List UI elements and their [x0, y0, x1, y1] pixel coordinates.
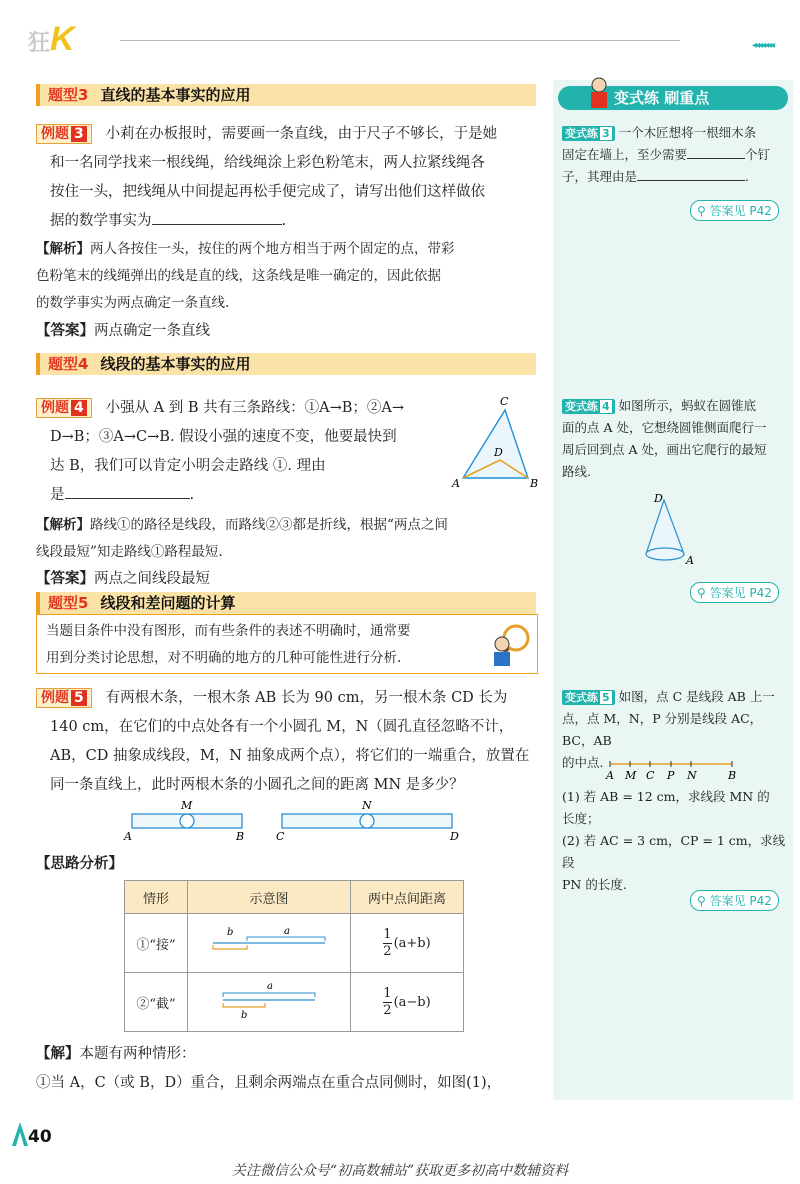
answer-ref-v5[interactable]: ⚲ 答案见 P42 [690, 890, 779, 911]
seg-label-m: M [625, 769, 637, 782]
ex5-solution-1: 本题有两种情形： [79, 1046, 196, 1062]
ex3-line4: 据的数学事实为 [50, 213, 152, 229]
fig4-label-a: A [452, 477, 460, 490]
table-row [125, 914, 464, 973]
v4-line2: 面的点 A 处，它想绕圆锥侧面爬行一 [562, 420, 767, 435]
ex3-analysis-3: 的数学事实为两点确定一条直线. [36, 295, 230, 311]
ex3-analysis-2: 色粉笔末的线绳弹出的线是直的线，这条线是唯一确定的，因此依据 [36, 268, 441, 284]
case-diagram [188, 914, 351, 973]
section-5-title: 线段和差问题的计算 [100, 594, 236, 612]
join-diagram [209, 923, 329, 959]
practice-mascot-icon [584, 76, 614, 110]
ex5-line4: 同一条直线上，此时两根木条的小圆孔之间的距离 MN 是多少？ [50, 777, 464, 793]
svg-text:b: b [241, 1010, 248, 1020]
variant-3: 变式练 3 一个木匠想将一根细木条 固定在墙上，至少需要 个钉 子，其理由是 . [562, 125, 771, 184]
fig5-label-b: B [236, 830, 245, 843]
header-arrows-icon: ◂◂◂◂◂◂◂ [752, 40, 774, 51]
case-distance: $\frac{1}{2}$ (a+b) [351, 914, 464, 973]
section-4-title: 线段的基本事实的应用 [100, 355, 251, 373]
fig5-label-n: N [362, 799, 372, 812]
v3-blank-count[interactable] [687, 144, 745, 159]
variant-4 [562, 395, 787, 483]
thinking-analysis-label: 【思路分析】 [36, 856, 123, 872]
v3-line3: 子，其理由是 [562, 169, 638, 184]
fig4-label-d: D [494, 446, 503, 459]
section-4-tag: 题型4 [48, 355, 89, 373]
ex4-answer: 两点之间线段最短 [94, 571, 210, 587]
example-5 [36, 684, 541, 800]
case-label: ①“接” [125, 914, 188, 973]
ex3-answer-blank[interactable] [152, 210, 282, 225]
tip-line2: 用到分类讨论思想，对不明确的地方的几种可能性进行分析. [46, 650, 402, 666]
ex4-line2: D→B；③A→C→B. 假设小强的速度不变，他要最快到 [50, 429, 397, 445]
fig4-label-c: C [500, 395, 509, 408]
ex4-analysis-label: 【解析】 [36, 517, 90, 533]
ex3-line2: 和一名同学找来一根线绳，给线绳涂上彩色粉笔末，两人拉紧线绳各 [50, 155, 485, 171]
cut-diagram [209, 980, 329, 1020]
header-rule [120, 40, 680, 41]
ex4-analysis-1: 路线①的路径是线段，而路线②③都是折线，根据“两点之间 [90, 517, 448, 533]
table-header-row [125, 881, 464, 914]
ex3-analysis-1: 两人各按住一头，按住的两个地方相当于两个固定的点，带彩 [90, 241, 455, 257]
segment-points-figure [600, 756, 750, 782]
svg-text:a: a [284, 926, 290, 937]
table-header-distance: 两中点间距离 [351, 881, 464, 914]
fig5-label-a: A [124, 830, 132, 843]
ex4-analysis-2: 线段最短”知走路线①路程最短. [36, 544, 223, 560]
table-header-case: 情形 [125, 881, 188, 914]
case-diagram [188, 973, 351, 1032]
v5-q1b: 长度； [562, 811, 600, 826]
example-3: 例题 3 小莉在办板报时，需要画一条直线，由于尺子不够长，于是她 和一名同学找来一根线绳，给线绳涂上彩色粉笔末，两人拉紧线绳各 按住一头，把线绳从中间提起再松手便完成了，请写出他们这样做依 据的数学事实为 . 【解析】两人各按住一头，按住的两个地方相当于两个固定的点，带彩 色粉笔末的线绳弹出的线是直的线，这条线是唯一确定的，因此依据 的数学事实为两点确定一条直线. 【答案】两点确定一条直线 [36, 120, 536, 346]
ex3-answer: 两点确定一条直线 [94, 323, 210, 339]
brand-logo: 狂K [28, 20, 75, 58]
cone-figure [640, 490, 710, 574]
variant-4-tag: 变式练 4 [562, 399, 615, 414]
section-5-tag: 题型5 [48, 594, 89, 612]
footer-note: 关注微信公众号“初高数辅站”获取更多初高中数辅资料 [231, 1163, 569, 1179]
v3-line1: 一个木匠想将一根细木条 [618, 125, 757, 140]
svg-text:a: a [267, 981, 273, 992]
example-4: 例题 4 小强从 A 到 B 共有三条路线：①A→B；②A→ D→B；③A→C→B. 假设小强的速度不变，他要最快到 达 B，我们可以肯定小明会走路线 ①. 理由 是 . [36, 394, 456, 510]
v3-blank-reason[interactable] [637, 166, 745, 181]
ex5-line3: AB，CD 抽象成线段，M，N 抽象成两个点），将它们的一端重合，放置在 [50, 748, 530, 764]
v5-q1a: (1) 若 AB = 12 cm，求线段 MN 的 [562, 789, 770, 804]
seg-label-p: P [667, 769, 675, 782]
seg-label-n: N [687, 769, 697, 782]
ex4-answer-blank[interactable] [65, 484, 190, 499]
v5-line3: 的中点. [562, 755, 604, 770]
fig5-label-m: M [181, 799, 193, 812]
cone-label-a: A [686, 554, 694, 567]
ex4-solution [36, 512, 536, 593]
v3-line2a: 固定在墙上，至少需要 [562, 147, 688, 162]
v4-line1: 如图所示，蚂蚁在圆锥底 [618, 398, 757, 413]
sidebar-header: 变式练 刷重点 [558, 86, 788, 110]
ex5-line1: 有两根木条，一根木条 AB 长为 90 cm，另一根木条 CD 长为 [105, 690, 508, 706]
method-tip-text [46, 618, 486, 672]
v5-line2: 点，点 M，N，P 分别是线段 AC，BC，AB [562, 711, 763, 748]
ex4-line1: 小强从 A 到 B 共有三条路线：①A→B；②A→ [105, 400, 405, 416]
ex4-answer-label: 【答案】 [36, 571, 94, 587]
seg-label-b: B [728, 769, 737, 782]
section-3-bar [36, 84, 536, 106]
ex3-line1: 小莉在办板报时，需要画一条直线，由于尺子不够长，于是她 [105, 126, 498, 142]
fig5-label-c: C [276, 830, 285, 843]
ex5-solution-2: ①当 A，C（或 B，D）重合，且剩余两端点在重合点同侧时，如图(1)， [36, 1075, 502, 1091]
cone-label-d: D [654, 492, 663, 505]
section-3-title: 直线的基本事实的应用 [100, 86, 251, 104]
example-5-tag: 例题 5 [36, 688, 92, 708]
answer-ref-v3[interactable]: ⚲ 答案见 P42 [690, 200, 779, 221]
triangle-route-figure [450, 392, 545, 492]
case-distance: $\frac{1}{2}$ (a−b) [351, 973, 464, 1032]
fig5-label-d: D [450, 830, 459, 843]
section-4-bar [36, 353, 536, 375]
section-3-tag: 题型3 [48, 86, 89, 104]
example-3-tag: 例题 3 [36, 124, 92, 144]
section-5-bar [36, 592, 536, 614]
ex5-solution [36, 1040, 541, 1098]
example-4-tag: 例题 4 [36, 398, 92, 418]
ex3-analysis-label: 【解析】 [36, 241, 90, 257]
v4-line3: 周后回到点 A 处，画出它爬行的最短 [562, 442, 767, 457]
table-row [125, 973, 464, 1032]
case-analysis-table [124, 880, 464, 1032]
v5-q2b: PN 的长度. [562, 877, 627, 892]
ex5-line2: 140 cm，在它们的中点处各有一个小圆孔 M，N（圆孔直径忽略不计， [50, 719, 514, 735]
case-label: ②“截” [125, 973, 188, 1032]
v5-line1: 如图，点 C 是线段 AB 上一 [618, 689, 775, 704]
ex4-line4: 是 [50, 487, 65, 503]
variant-3-tag: 变式练 3 [562, 126, 615, 141]
variant-5-tag: 变式练 5 [562, 690, 615, 705]
fig4-label-b: B [530, 477, 539, 490]
ex4-line3: 达 B，我们可以肯定小明会走路线 ①. 理由 [50, 458, 326, 474]
magnifier-mascot-icon [486, 622, 532, 670]
svg-text:b: b [227, 927, 234, 938]
ex3-line3: 按住一头，把线绳从中间提起再松手便完成了，请写出他们这样做依 [50, 184, 485, 200]
seg-label-a: A [606, 769, 614, 782]
ex3-answer-label: 【答案】 [36, 323, 94, 339]
variant-5-questions [562, 786, 787, 896]
seg-label-c: C [646, 769, 655, 782]
v5-q2a: (2) 若 AC = 3 cm，CP = 1 cm，求线段 [562, 833, 786, 870]
ex5-solution-label: 【解】 [36, 1046, 80, 1062]
v4-line4: 路线. [562, 464, 591, 479]
answer-ref-v4[interactable]: ⚲ 答案见 P42 [690, 582, 779, 603]
page-number: 40 [28, 1127, 52, 1147]
tip-line1: 当题目条件中没有图形，而有些条件的表述不明确时，通常要 [46, 623, 411, 639]
table-header-diagram: 示意图 [188, 881, 351, 914]
wood-sticks-figure [120, 796, 470, 844]
